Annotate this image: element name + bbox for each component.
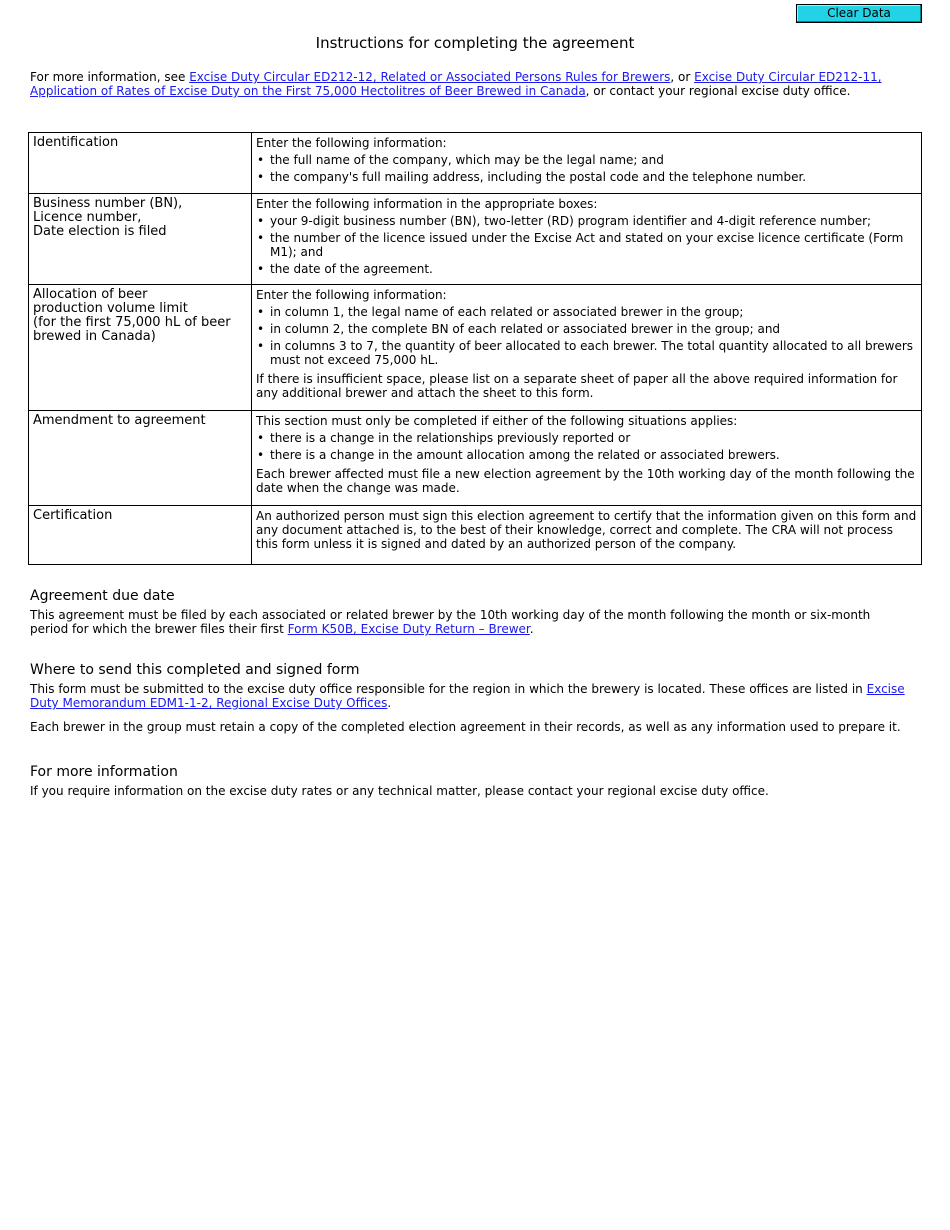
edm1-1-2-link[interactable]: Excise Duty Memorandum EDM1-1-2, Regional Excise Duty Offices bbox=[30, 682, 905, 710]
more-info-heading: For more information bbox=[30, 764, 178, 780]
list-item: • the full name of the company, which may be the legal name; and bbox=[256, 153, 917, 167]
table-row-amendment bbox=[29, 411, 922, 506]
more-info-section bbox=[30, 763, 910, 798]
list-item: • in column 2, the complete BN of each related or associated brewer in the group; and bbox=[256, 322, 917, 336]
row-lead: This section must only be completed if either of the following situations applies: bbox=[256, 414, 738, 428]
where-to-send-body: This form must be submitted to the excise duty office responsible for the region in which the brewery is located. These offices are listed in bbox=[30, 682, 867, 696]
row-label: Identification bbox=[29, 133, 252, 194]
row-content bbox=[252, 194, 922, 285]
row-content bbox=[252, 411, 922, 506]
more-info-text: If you require information on the excise duty rates or any technical matter, please contact your regional excise duty office. bbox=[30, 784, 769, 798]
form-k50b-link[interactable]: Form K50B, Excise Duty Return – Brewer bbox=[287, 622, 530, 636]
row-label bbox=[29, 194, 252, 285]
row-lead: Enter the following information: bbox=[256, 136, 447, 150]
row-label-line: Business number (BN), bbox=[33, 196, 183, 211]
table-row-allocation bbox=[29, 285, 922, 411]
row-note: Each brewer affected must file a new election agreement by the 10th working day of the month following the date when the change was made. bbox=[256, 467, 915, 495]
page-title: Instructions for completing the agreement bbox=[315, 34, 635, 52]
list-item: • in columns 3 to 7, the quantity of beer allocated to each brewer. The total quantity allocated to all brewers must not exceed 75,000 hL. bbox=[256, 339, 917, 367]
retain-copy-text: Each brewer in the group must retain a copy of the completed election agreement in their records, as well as any information used to prepare it. bbox=[30, 720, 901, 734]
bullet-list bbox=[256, 431, 917, 462]
row-note: If there is insufficient space, please list on a separate sheet of paper all the above required information for any additional brewer and attach the sheet to this form. bbox=[256, 372, 898, 400]
due-date-heading: Agreement due date bbox=[30, 588, 175, 604]
list-item: • the number of the licence issued under the Excise Act and stated on your excise licence certificate (Form M1); and bbox=[256, 231, 917, 259]
table-row-identification bbox=[29, 133, 922, 194]
ed212-12-link[interactable]: Excise Duty Circular ED212-12, Related or Associated Persons Rules for Brewers bbox=[189, 70, 671, 84]
table-row-certification bbox=[29, 506, 922, 565]
row-label-line: Licence number, bbox=[33, 210, 142, 225]
where-to-send-text bbox=[30, 682, 910, 710]
due-date-body: This agreement must be filed by each associated or related brewer by the 10th working day of the month following the month or six-month period for which the brewer files their first bbox=[30, 608, 871, 636]
row-label-line: (for the first 75,000 hL of beer bbox=[33, 315, 231, 330]
row-label bbox=[29, 285, 252, 411]
clear-data-button[interactable]: Clear Data bbox=[796, 4, 922, 23]
row-content bbox=[252, 285, 922, 411]
bullet-list bbox=[256, 153, 917, 184]
row-text: An authorized person must sign this election agreement to certify that the information given on this form and any document attached is, to the best of their knowledge, correct and complete. The CRA will not process this form unless it is signed and dated by an authorized person of the company. bbox=[256, 509, 917, 551]
bullet-list bbox=[256, 305, 917, 367]
row-label-line: brewed in Canada) bbox=[33, 329, 156, 344]
ed212-11-link[interactable]: Excise Duty Circular ED212-11, Application of Rates of Excise Duty on the First 75,000 Hectolitres of Beer Brewed in Canada bbox=[30, 70, 882, 98]
intro-suffix: , or contact your regional excise duty office. bbox=[585, 84, 851, 98]
table-row-business-number bbox=[29, 194, 922, 285]
list-item: • your 9-digit business number (BN), two-letter (RD) program identifier and 4-digit reference number; bbox=[256, 214, 917, 228]
due-date-suffix: . bbox=[529, 622, 534, 636]
row-content bbox=[252, 506, 922, 565]
list-item: • there is a change in the relationships previously reported or bbox=[256, 431, 917, 445]
intro-mid: , or bbox=[670, 70, 695, 84]
where-to-send-section bbox=[30, 661, 910, 734]
bullet-list bbox=[256, 214, 917, 276]
list-item: • the date of the agreement. bbox=[256, 262, 917, 276]
list-item: • there is a change in the amount allocation among the related or associated brewers. bbox=[256, 448, 917, 462]
list-item: • the company's full mailing address, including the postal code and the telephone number. bbox=[256, 170, 917, 184]
row-content bbox=[252, 133, 922, 194]
due-date-section bbox=[30, 587, 910, 636]
intro-prefix: For more information, see bbox=[30, 70, 190, 84]
row-lead: Enter the following information in the appropriate boxes: bbox=[256, 197, 598, 211]
row-label: Certification bbox=[29, 506, 252, 565]
due-date-text bbox=[30, 608, 910, 636]
where-to-send-suffix: . bbox=[387, 696, 392, 710]
intro-paragraph bbox=[30, 70, 910, 98]
row-label-line: Date election is filed bbox=[33, 224, 167, 239]
row-lead: Enter the following information: bbox=[256, 288, 447, 302]
where-to-send-heading: Where to send this completed and signed form bbox=[30, 662, 360, 678]
instructions-table bbox=[28, 132, 922, 565]
list-item: • in column 1, the legal name of each related or associated brewer in the group; bbox=[256, 305, 917, 319]
row-label-line: production volume limit bbox=[33, 301, 188, 316]
row-label: Amendment to agreement bbox=[29, 411, 252, 506]
row-label-line: Allocation of beer bbox=[33, 287, 148, 302]
